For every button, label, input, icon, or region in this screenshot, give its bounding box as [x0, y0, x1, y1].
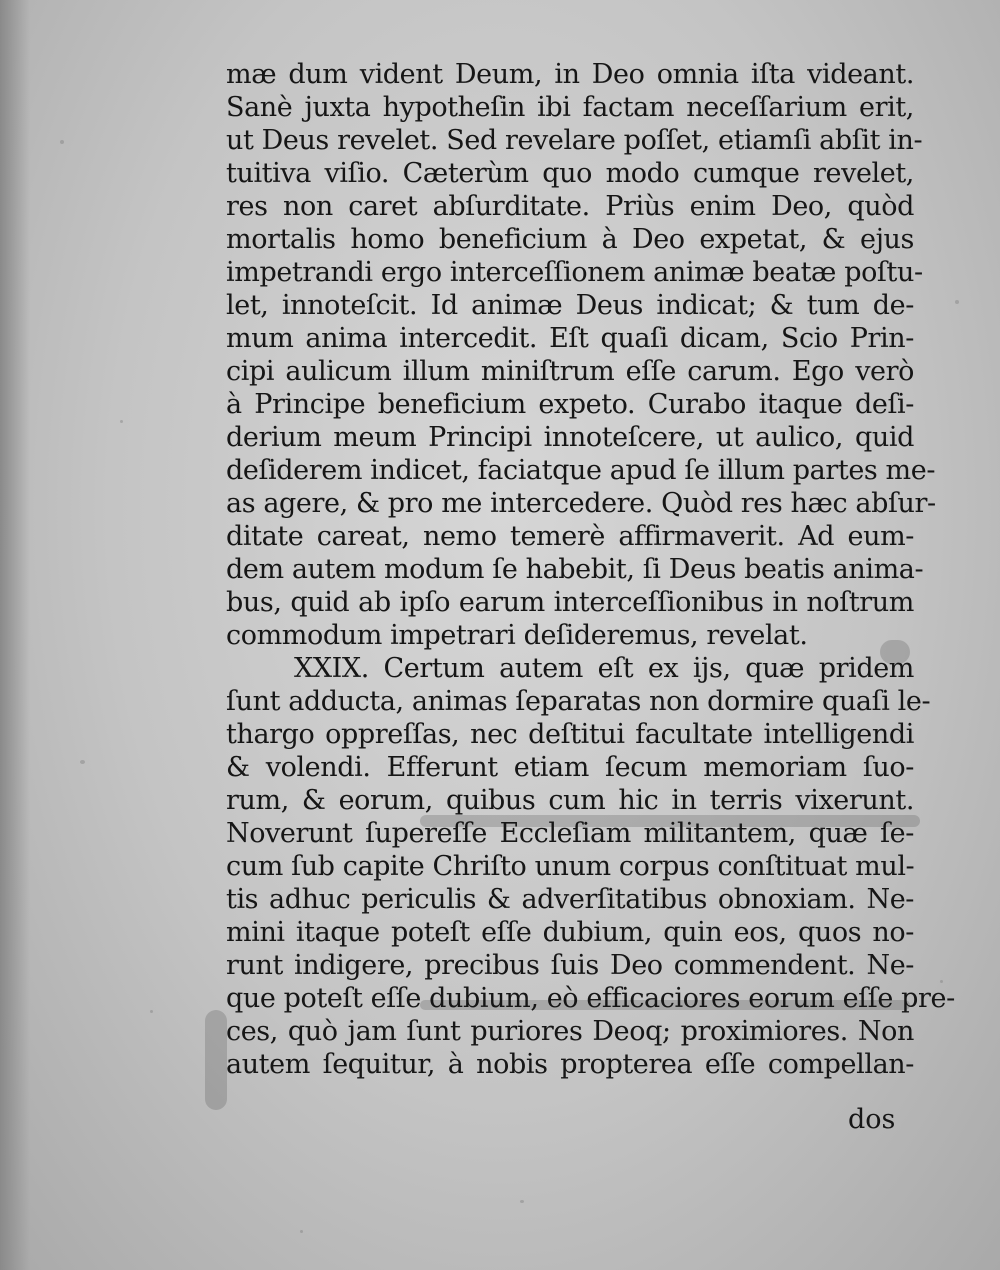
text-line: runt indigere, precibus ſuis Deo commendent. Ne-: [226, 950, 914, 981]
text-line: thargo oppreſſas, nec deſtitui facultate intelligendi: [226, 719, 914, 750]
text-line: bus, quid ab ipſo earum interceſſionibus in noſtrum: [226, 587, 914, 618]
text-line: res non caret abſurditate. Priùs enim Deo, quòd: [226, 191, 914, 222]
text-line: commodum impetrari deſideremus, revelat.: [226, 620, 808, 651]
paper-speck: [80, 760, 85, 764]
text-line: & volendi. Efferunt etiam ſecum memoriam ſuo-: [226, 752, 914, 783]
text-line: as agere, & pro me intercedere. Quòd res hæc abſur-: [226, 488, 936, 519]
text-line: cipi aulicum illum miniſtrum eſſe carum. Ego verò: [226, 356, 914, 387]
text-line: let, innoteſcit. Id animæ Deus indicat; & tum de-: [226, 290, 914, 321]
text-line: que poteſt eſſe dubium, eò efficaciores eorum eſſe pre-: [226, 983, 955, 1014]
text-line: ces, quò jam ſunt puriores Deoq; proximiores. Non: [226, 1016, 914, 1047]
text-line: rum, & eorum, quibus cum hic in terris vixerunt.: [226, 785, 914, 816]
text-line: deſiderem indicet, faciatque apud ſe illum partes me-: [226, 455, 936, 486]
text-line: mortalis homo beneficium à Deo expetat, & ejus: [226, 224, 914, 255]
text-line: impetrandi ergo interceſſionem animæ beatæ poſtu-: [226, 257, 923, 288]
text-line: à Principe beneficium expeto. Curabo itaque deſi-: [226, 389, 914, 420]
catchword: dos: [848, 1104, 896, 1135]
body-text: [226, 58, 955, 1081]
text-line: tis adhuc periculis & adverſitatibus obnoxiam. Ne-: [226, 884, 914, 915]
text-line: Noverunt ſupereſſe Eccleſiam militantem, quæ ſe-: [226, 818, 914, 849]
text-line: ſunt adducta, animas ſeparatas non dormire quaſi le-: [226, 686, 931, 717]
paper-speck: [120, 420, 123, 423]
paper-speck: [955, 300, 959, 304]
text-line: ut Deus revelet. Sed revelare poſſet, etiamſi abſit in-: [226, 125, 923, 156]
text-line: autem ſequitur, à nobis propterea eſſe compellan-: [226, 1049, 914, 1080]
page-edge-shadow: [0, 0, 30, 1270]
text-line: mini itaque poteſt eſſe dubium, quin eos, quos no-: [226, 917, 914, 948]
text-line: dem autem modum ſe habebit, ſi Deus beatis anima-: [226, 554, 924, 585]
paper-speck: [300, 1230, 303, 1233]
text-line: derium meum Principi innoteſcere, ut aulico, quid: [226, 422, 914, 453]
paper-speck: [150, 1010, 153, 1013]
paper-speck: [60, 140, 64, 144]
text-line: mum anima intercedit. Eſt quaſi dicam, Scio Prin-: [226, 323, 914, 354]
text-line: tuitiva viſio. Cæterùm quo modo cumque revelet,: [226, 158, 914, 189]
text-line: mæ dum vident Deum, in Deo omnia iſta videant.: [226, 59, 914, 90]
ink-smudge: [205, 1010, 227, 1110]
section-heading-line: XXIX. Certum autem eſt ex ijs, quæ pridem: [294, 653, 914, 684]
text-line: cum ſub capite Chriſto unum corpus conſtituat mul-: [226, 851, 915, 882]
text-line: ditate careat, nemo temerè affirmaverit. Ad eum-: [226, 521, 914, 552]
text-line: Sanè juxta hypotheſin ibi factam neceſſarium erit,: [226, 92, 914, 123]
paper-speck: [520, 1200, 524, 1203]
